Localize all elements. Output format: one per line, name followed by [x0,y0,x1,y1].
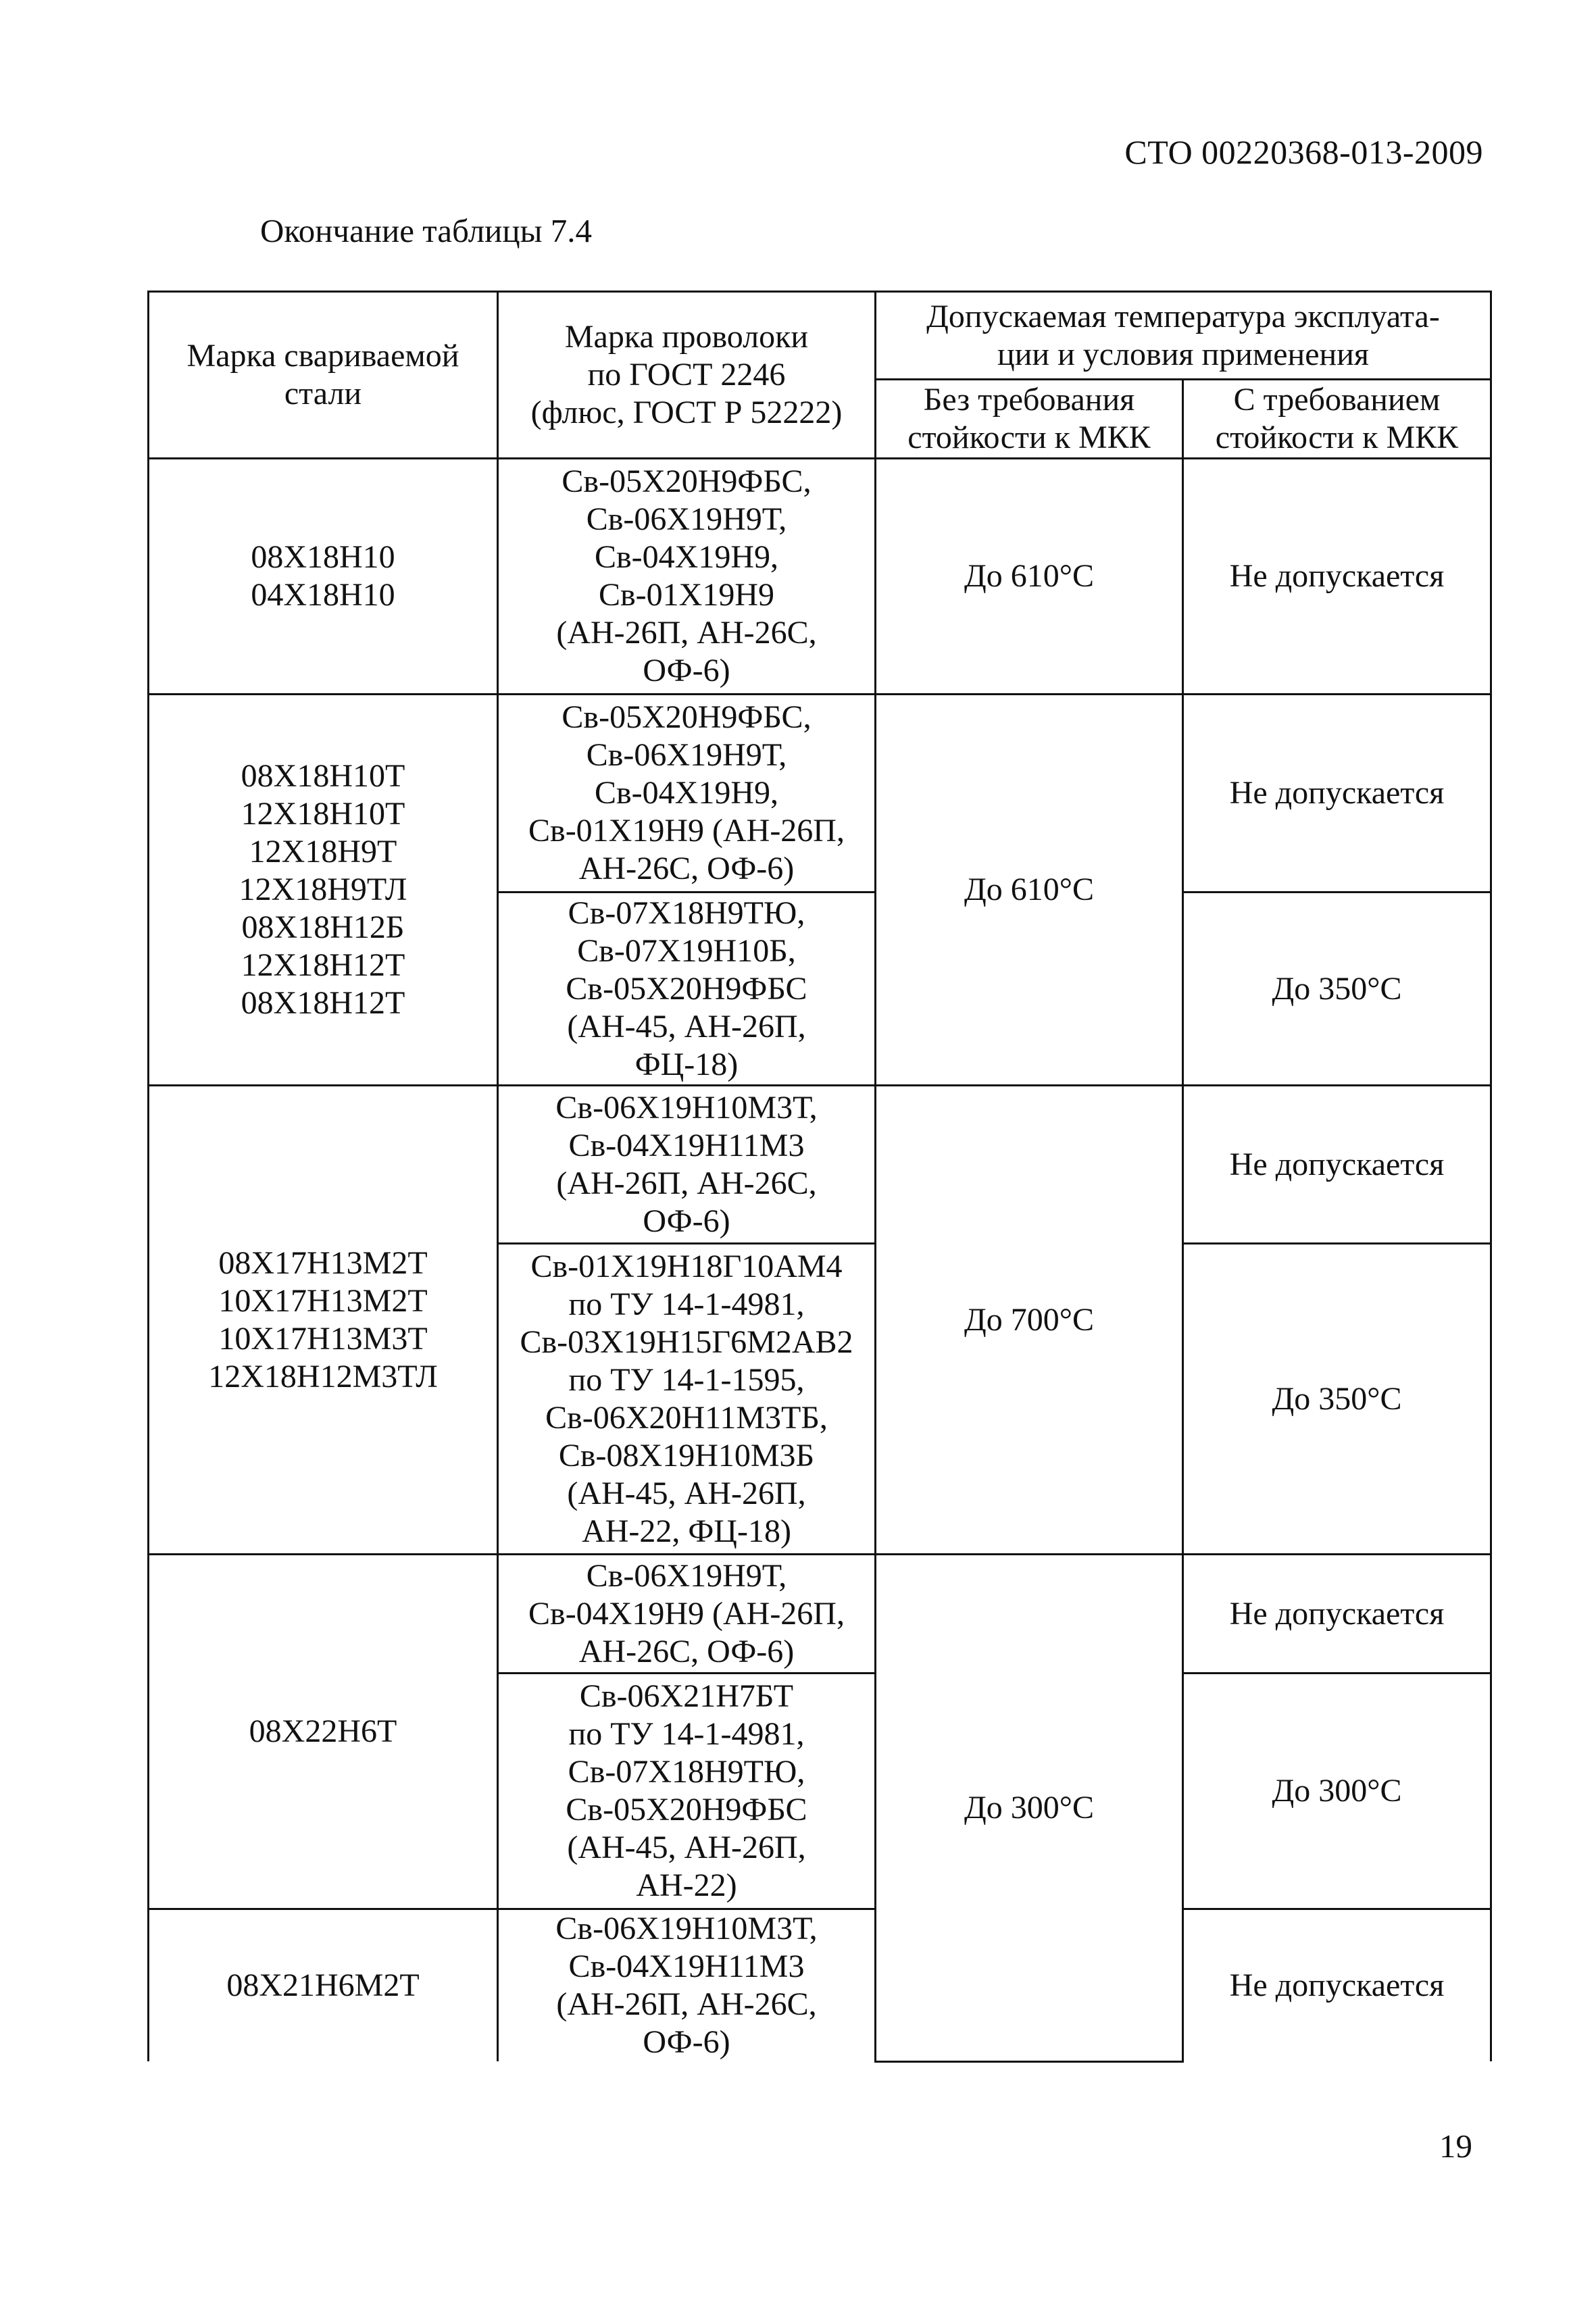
temp-without-mkk-cell: До 300°С [876,1555,1183,2062]
wire-grade-cell: Св-01Х19Н18Г10АМ4 по ТУ 14-1-4981, Св-03Х19Н15Г6М2АВ2 по ТУ 14-1-1595, Св-06Х20Н11М3ТБ, Св-08Х19Н10М3Б (АН-45, АН-26П, АН-22, ФЦ-18) [498,1244,876,1555]
wire-grade-cell: Св-06Х19Н10М3Т, Св-04Х19Н11М3 (АН-26П, АН-26С, ОФ-6) [498,1086,876,1244]
temp-with-mkk-cell: Не допускается [1183,1909,1491,2062]
steel-grade-cell: 08Х21Н6М2Т [149,1909,498,2062]
document-code: СТО 00220368-013-2009 [1124,133,1483,171]
temp-without-mkk-cell: До 610°С [876,695,1183,1086]
wire-grade-cell: Св-06Х19Н9Т, Св-04Х19Н9 (АН-26П, АН-26С, ОФ-6) [498,1555,876,1674]
header-temperature-group: Допускаемая температура эксплуата- ции и условия применения [876,292,1491,380]
temp-with-mkk-cell: До 350°С [1183,1244,1491,1555]
steel-grade-cell: 08Х22Н6Т [149,1555,498,1909]
wire-grade-cell: Св-07Х18Н9ТЮ, Св-07Х19Н10Б, Св-05Х20Н9ФБС (АН-45, АН-26П, ФЦ-18) [498,892,876,1086]
page-number: 19 [1439,2128,1472,2165]
wire-grade-cell: Св-05Х20Н9ФБС, Св-06Х19Н9Т, Св-04Х19Н9, Св-01Х19Н9 (АН-26П, АН-26С, ОФ-6) [498,695,876,892]
steel-grade-cell: 08Х18Н10Т 12Х18Н10Т 12Х18Н9Т 12Х18Н9ТЛ 08Х18Н12Б 12Х18Н12Т 08Х18Н12Т [149,695,498,1086]
temp-with-mkk-cell: До 300°С [1183,1674,1491,1909]
temp-without-mkk-cell: До 610°С [876,459,1183,695]
temp-with-mkk-cell: Не допускается [1183,1086,1491,1244]
wire-grade-cell: Св-06Х19Н10М3Т, Св-04Х19Н11М3 (АН-26П, АН-26С, ОФ-6) [498,1909,876,2062]
header-without-mkk: Без требования стойкости к МКК [876,380,1183,459]
temp-without-mkk-cell: До 700°С [876,1086,1183,1555]
header-steel-grade: Марка свариваемой стали [149,292,498,459]
temp-with-mkk-cell: До 350°С [1183,892,1491,1086]
steel-grade-cell: 08Х17Н13М2Т 10Х17Н13М2Т 10Х17Н13М3Т 12Х18Н12М3ТЛ [149,1086,498,1555]
header-with-mkk: С требованием стойкости к МКК [1183,380,1491,459]
steel-grade-cell: 08Х18Н10 04Х18Н10 [149,459,498,695]
temp-with-mkk-cell: Не допускается [1183,695,1491,892]
temp-with-mkk-cell: Не допускается [1183,1555,1491,1674]
table-caption: Окончание таблицы 7.4 [260,212,593,249]
wire-grade-cell: Св-06Х21Н7БТ по ТУ 14-1-4981, Св-07Х18Н9ТЮ, Св-05Х20Н9ФБС (АН-45, АН-26П, АН-22) [498,1674,876,1909]
steel-wire-table [147,291,1492,2063]
wire-grade-cell: Св-05Х20Н9ФБС, Св-06Х19Н9Т, Св-04Х19Н9, Св-01Х19Н9 (АН-26П, АН-26С, ОФ-6) [498,459,876,695]
header-wire-grade: Марка проволоки по ГОСТ 2246 (флюс, ГОСТ Р 52222) [498,292,876,459]
temp-with-mkk-cell: Не допускается [1183,459,1491,695]
